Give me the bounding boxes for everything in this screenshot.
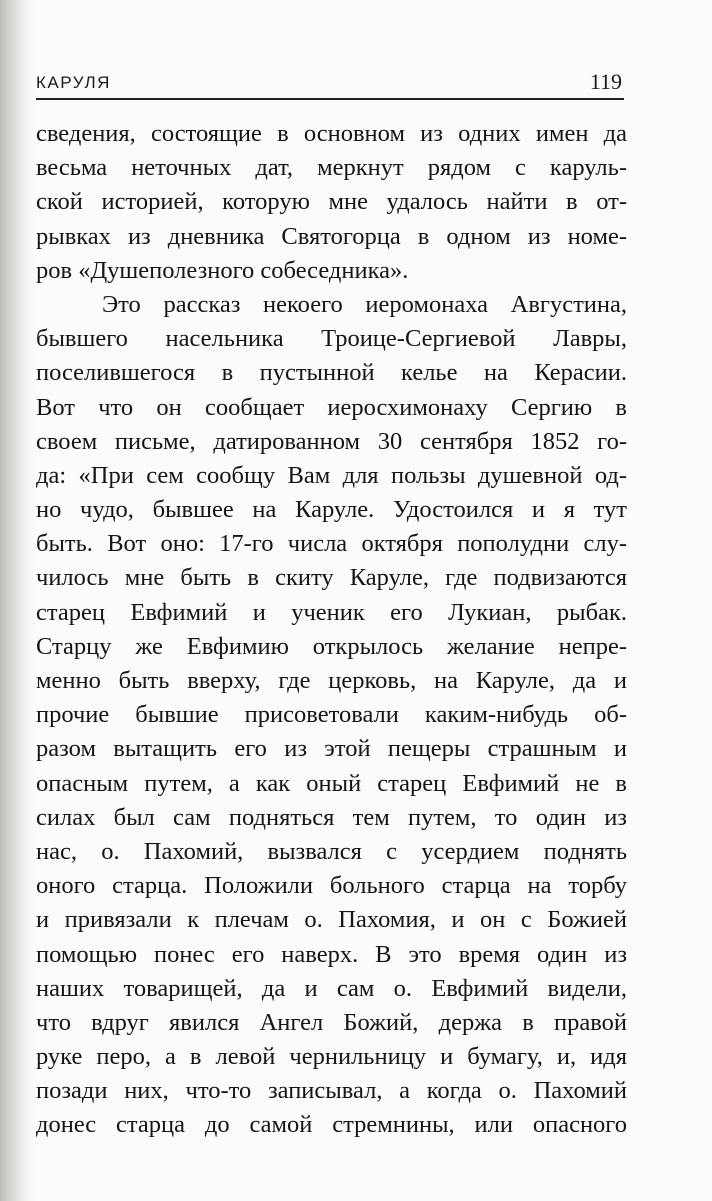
text-line: весьма неточных дат, меркнут рядом с каруль- <box>36 154 627 182</box>
text-line: опасным путем, а как оный старец Евфимий не в <box>36 769 627 797</box>
text-line: чилось мне быть в скиту Каруле, где подвизаются <box>36 564 627 592</box>
text-line: оного старца. Положили больного старца на торбу <box>36 872 627 900</box>
text-line: старец Евфимий и ученик его Лукиан, рыбак. <box>36 598 627 626</box>
text-line: да: «При сем сообщу Вам для пользы душевной од- <box>36 461 627 489</box>
scan-shadow <box>0 0 34 1201</box>
running-title: КАРУЛЯ <box>36 73 111 92</box>
text-line: своем письме, датированном 30 сентября 1852 го- <box>36 427 627 455</box>
text-line: руке перо, а в левой чернильницу и бумагу, и, идя <box>36 1043 627 1071</box>
text-line: донес старца до самой стремнины, или опасного <box>36 1111 627 1139</box>
text-line: и привязали к плечам о. Пахомия, и он с Божией <box>36 906 627 934</box>
text-line: прочие бывшие присоветовали каким-нибудь об- <box>36 701 627 729</box>
text-line: но чудо, бывшее на Каруле. Удостоился и я тут <box>36 496 627 524</box>
text-line: Старцу же Евфимию открылось желание непре- <box>36 632 627 660</box>
text-line: бывшего насельника Троице-Сергиевой Лавры, <box>36 325 627 353</box>
text-line: рывках из дневника Святогорца в одном из номе- <box>36 222 627 250</box>
text-line: поселившегося в пустынной келье на Керасии. <box>36 359 627 387</box>
text-line: Вот что он сообщает иеросхимонаху Сергию в <box>36 393 627 421</box>
text-line: Это рассказ некоего иеромонаха Августина, <box>102 290 627 318</box>
text-line: разом вытащить его из этой пещеры страшным и <box>36 735 627 763</box>
running-head <box>36 64 624 100</box>
text-line: менно быть вверху, где церковь, на Каруле, да и <box>36 667 627 694</box>
text-line: быть. Вот оно: 17-го числа октября пополудни слу- <box>36 530 627 558</box>
text-line: наших товарищей, да и сам о. Евфимий видели, <box>36 974 627 1002</box>
text-line: позади них, что-то записывал, а когда о. Пахомий <box>36 1077 627 1105</box>
text-line: ской историей, которую мне удалось найти в от- <box>36 188 627 216</box>
text-line: что вдруг явился Ангел Божий, держа в правой <box>36 1008 627 1036</box>
text-line: ров «Душеполезного собеседника». <box>36 256 409 284</box>
body-text <box>36 117 627 1143</box>
text-line: силах был сам подняться тем путем, то один из <box>36 803 627 831</box>
text-line: сведения, состоящие в основном из одних имен да <box>36 120 627 147</box>
page-number: 119 <box>589 69 622 94</box>
text-line: помощью понес его наверх. В это время один из <box>36 940 627 968</box>
text-line: нас, о. Пахомий, вызвался с усердием поднять <box>36 837 627 865</box>
